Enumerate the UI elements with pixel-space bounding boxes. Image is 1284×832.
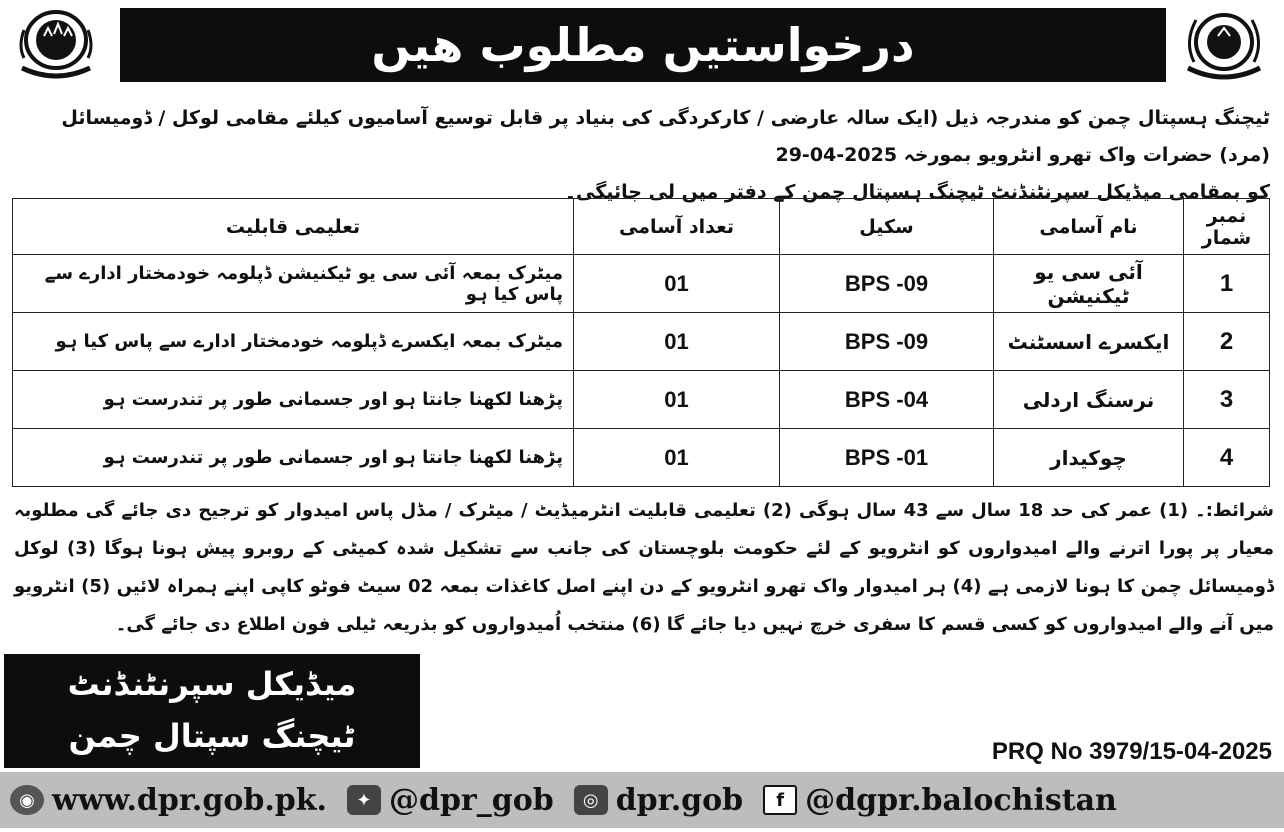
posts-table [12, 198, 1270, 487]
row-serial: 1 [1184, 255, 1270, 313]
signature-title: میڈیکل سپرنٹنڈنٹ [67, 665, 357, 703]
row-scale: BPS -09 [780, 255, 994, 313]
instagram-handle[interactable]: dpr.gob [615, 782, 744, 818]
intro-paragraph [14, 100, 1270, 211]
prq-number: PRQ No 3979/15-04-2025 [991, 738, 1272, 765]
footer-instagram[interactable] [574, 783, 743, 818]
twitter-icon: ✦ [347, 785, 381, 815]
footer-website[interactable] [0, 783, 327, 818]
table-row [13, 371, 1270, 429]
header-post: نام آسامی [994, 199, 1184, 255]
row-post: چوکیدار [994, 429, 1184, 487]
footer-bar [0, 772, 1284, 828]
website-link[interactable]: www.dpr.gob.pk. [52, 782, 327, 818]
government-seal-right [1178, 6, 1270, 84]
signature-office: ٹیچنگ سپتال چمن [68, 717, 356, 755]
table-row [13, 429, 1270, 487]
row-scale: BPS -09 [780, 313, 994, 371]
terms-and-conditions: شرائط:۔ (1) عمر کی حد 18 سال سے 43 سال ہوگی (2) تعلیمی قابلیت انٹرمیڈیٹ / میٹرک / مڈل پاس امیدوار کو ترجیح دی جائے گی مطلوبہ معیار پر پورا اترنے والے امیدواروں کو انٹرویو کے لئے حکومت بلوچستان کی جانب سے تشکیل شدہ کمیٹی کے روبرو پیش ہونا ہوگا (3) لوکل ڈومیسائل چمن کا ہونا لازمی ہے (4) ہر امیدوار واک تھرو انٹرویو کے دن اپنے اصل کاغذات بمعہ 02 سیٹ فوٹو کاپی اپنے ہمراہ لائیں (5) انٹرویو میں آنے والے امیدواروں کو کسی قسم کا سفری خرچ نہیں دیا جائے گا (6) منتخب اُمیدواروں کو بذریعہ ٹیلی فون اطلاع دی جائے گی۔ [14, 500, 1275, 635]
row-serial: 2 [1184, 313, 1270, 371]
signature-block [4, 654, 420, 768]
instagram-icon: ◎ [574, 785, 608, 815]
header-qualification: تعلیمی قابلیت [13, 199, 574, 255]
row-qualification: میٹرک بمعہ آئی سی یو ٹیکنیشن ڈپلومہ خودمختار ادارے سے پاس کیا ہو [13, 255, 574, 313]
row-serial: 3 [1184, 371, 1270, 429]
footer-facebook[interactable] [763, 783, 1117, 818]
intro-line-1: ٹیچنگ ہسپتال چمن کو مندرجہ ذیل (ایک سالہ عارضی / کارکردگی کی بنیاد پر قابل توسیع آسامیوں کیلئے مقامی لوکل / ڈومیسائل (مرد) حضرات واک تھرو انٹرویو بمورخہ 2025-04-29 [61, 107, 1270, 166]
facebook-icon: f [763, 785, 797, 815]
globe-icon: ◉ [10, 785, 44, 815]
row-scale: BPS -04 [780, 371, 994, 429]
intro-line-2: کو بمقامی میڈیکل سپرنٹنڈنٹ ٹیچنگ ہسپتال چمن کے دفتر میں لی جائیگی۔ [564, 181, 1270, 203]
header-scale: سکیل [780, 199, 994, 255]
footer-twitter[interactable] [347, 783, 554, 818]
row-qualification: پڑھنا لکھنا جانتا ہو اور جسمانی طور پر تندرست ہو [13, 429, 574, 487]
row-post: آئی سی یو ٹیکنیشن [994, 255, 1184, 313]
header-count: تعداد آسامی [574, 199, 780, 255]
table-row [13, 313, 1270, 371]
government-seal-left [10, 6, 102, 84]
row-count: 01 [574, 255, 780, 313]
row-count: 01 [574, 313, 780, 371]
header-serial: نمبر شمار [1184, 199, 1270, 255]
twitter-handle[interactable]: @dpr_gob [388, 782, 554, 818]
row-count: 01 [574, 371, 780, 429]
row-count: 01 [574, 429, 780, 487]
table-header-row [13, 199, 1270, 255]
row-post: ایکسرے اسسٹنٹ [994, 313, 1184, 371]
row-serial: 4 [1184, 429, 1270, 487]
row-scale: BPS -01 [780, 429, 994, 487]
page-title: درخواستیں مطلوب ھیں [120, 8, 1166, 82]
row-post: نرسنگ اردلی [994, 371, 1184, 429]
row-qualification: میٹرک بمعہ ایکسرے ڈپلومہ خودمختار ادارے سے پاس کیا ہو [13, 313, 574, 371]
facebook-handle[interactable]: @dgpr.balochistan [805, 782, 1117, 818]
row-qualification: پڑھنا لکھنا جانتا ہو اور جسمانی طور پر تندرست ہو [13, 371, 574, 429]
table-row [13, 255, 1270, 313]
